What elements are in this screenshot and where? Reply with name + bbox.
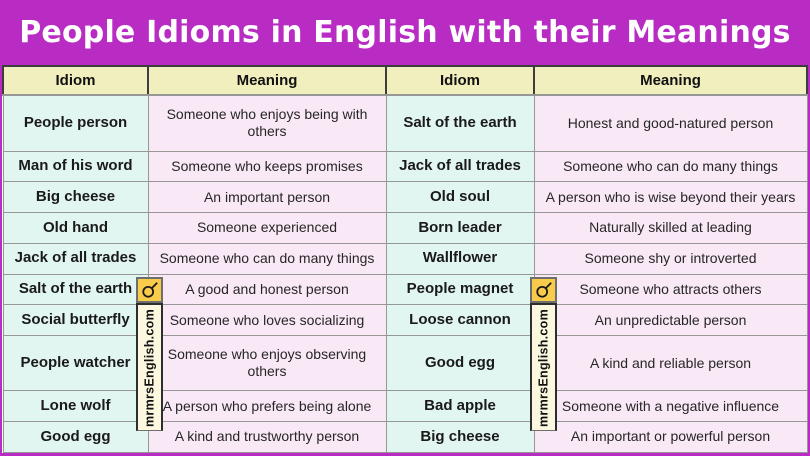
table-row bbox=[3, 336, 807, 391]
idiom-cell: Old hand bbox=[3, 213, 148, 244]
idiom-cell: People magnet bbox=[386, 274, 534, 305]
meaning-cell: Naturally skilled at leading bbox=[534, 213, 807, 244]
idiom-cell: Social butterfly bbox=[3, 305, 148, 336]
watermark-site-label: mrmrsEnglish.com bbox=[136, 303, 163, 431]
table-row bbox=[3, 95, 807, 151]
idiom-cell: Good egg bbox=[3, 422, 148, 453]
meaning-cell: Someone who enjoys observing others bbox=[148, 336, 386, 391]
column-header-meaning-1: Meaning bbox=[148, 66, 386, 95]
meaning-cell: A good and honest person bbox=[148, 274, 386, 305]
idiom-cell: Jack of all trades bbox=[3, 243, 148, 274]
meaning-cell: Someone shy or introverted bbox=[534, 243, 807, 274]
idiom-cell: People person bbox=[3, 95, 148, 151]
meaning-cell: Someone who can do many things bbox=[148, 243, 386, 274]
page-title: People Idioms in English with their Meanings bbox=[19, 15, 791, 50]
meaning-cell: An important or powerful person bbox=[534, 422, 807, 453]
idioms-table bbox=[2, 65, 808, 453]
idiom-cell: Big cheese bbox=[3, 182, 148, 213]
idiom-cell: Lone wolf bbox=[3, 391, 148, 422]
meaning-cell: An unpredictable person bbox=[534, 305, 807, 336]
idiom-cell: Loose cannon bbox=[386, 305, 534, 336]
table-row bbox=[3, 213, 807, 244]
idioms-table-container bbox=[2, 65, 808, 453]
meaning-cell: A person who prefers being alone bbox=[148, 391, 386, 422]
idiom-cell: Old soul bbox=[386, 182, 534, 213]
meaning-cell: Someone who loves socializing bbox=[148, 305, 386, 336]
meaning-cell: Honest and good-natured person bbox=[534, 95, 807, 151]
watermark-site-label: mrmrsEnglish.com bbox=[530, 303, 557, 431]
table-row bbox=[3, 422, 807, 453]
meaning-cell: Someone experienced bbox=[148, 213, 386, 244]
idiom-cell: Wallflower bbox=[386, 243, 534, 274]
meaning-cell: A kind and trustworthy person bbox=[148, 422, 386, 453]
column-header-meaning-2: Meaning bbox=[534, 66, 807, 95]
male-symbol-icon bbox=[136, 277, 163, 303]
idiom-cell: Bad apple bbox=[386, 391, 534, 422]
meaning-cell: A kind and reliable person bbox=[534, 336, 807, 391]
table-row bbox=[3, 305, 807, 336]
meaning-cell: Someone who can do many things bbox=[534, 151, 807, 182]
meaning-cell: An important person bbox=[148, 182, 386, 213]
idiom-cell: Jack of all trades bbox=[386, 151, 534, 182]
watermark-right bbox=[530, 277, 557, 431]
title-banner bbox=[0, 0, 810, 65]
table-header-row bbox=[3, 66, 807, 95]
table-row bbox=[3, 151, 807, 182]
idiom-cell: Good egg bbox=[386, 336, 534, 391]
idiom-cell: Salt of the earth bbox=[3, 274, 148, 305]
idiom-cell: People watcher bbox=[3, 336, 148, 391]
meaning-cell: Someone who enjoys being with others bbox=[148, 95, 386, 151]
column-header-idiom-2: Idiom bbox=[386, 66, 534, 95]
idiom-cell: Man of his word bbox=[3, 151, 148, 182]
meaning-cell: Someone who attracts others bbox=[534, 274, 807, 305]
table-row bbox=[3, 243, 807, 274]
male-symbol-icon bbox=[530, 277, 557, 303]
meaning-cell: Someone who keeps promises bbox=[148, 151, 386, 182]
idiom-cell: Salt of the earth bbox=[386, 95, 534, 151]
table-row bbox=[3, 274, 807, 305]
table-row bbox=[3, 182, 807, 213]
watermark-left bbox=[136, 277, 163, 431]
column-header-idiom-1: Idiom bbox=[3, 66, 148, 95]
idiom-cell: Big cheese bbox=[386, 422, 534, 453]
meaning-cell: Someone with a negative influence bbox=[534, 391, 807, 422]
table-row bbox=[3, 391, 807, 422]
meaning-cell: A person who is wise beyond their years bbox=[534, 182, 807, 213]
idiom-cell: Born leader bbox=[386, 213, 534, 244]
